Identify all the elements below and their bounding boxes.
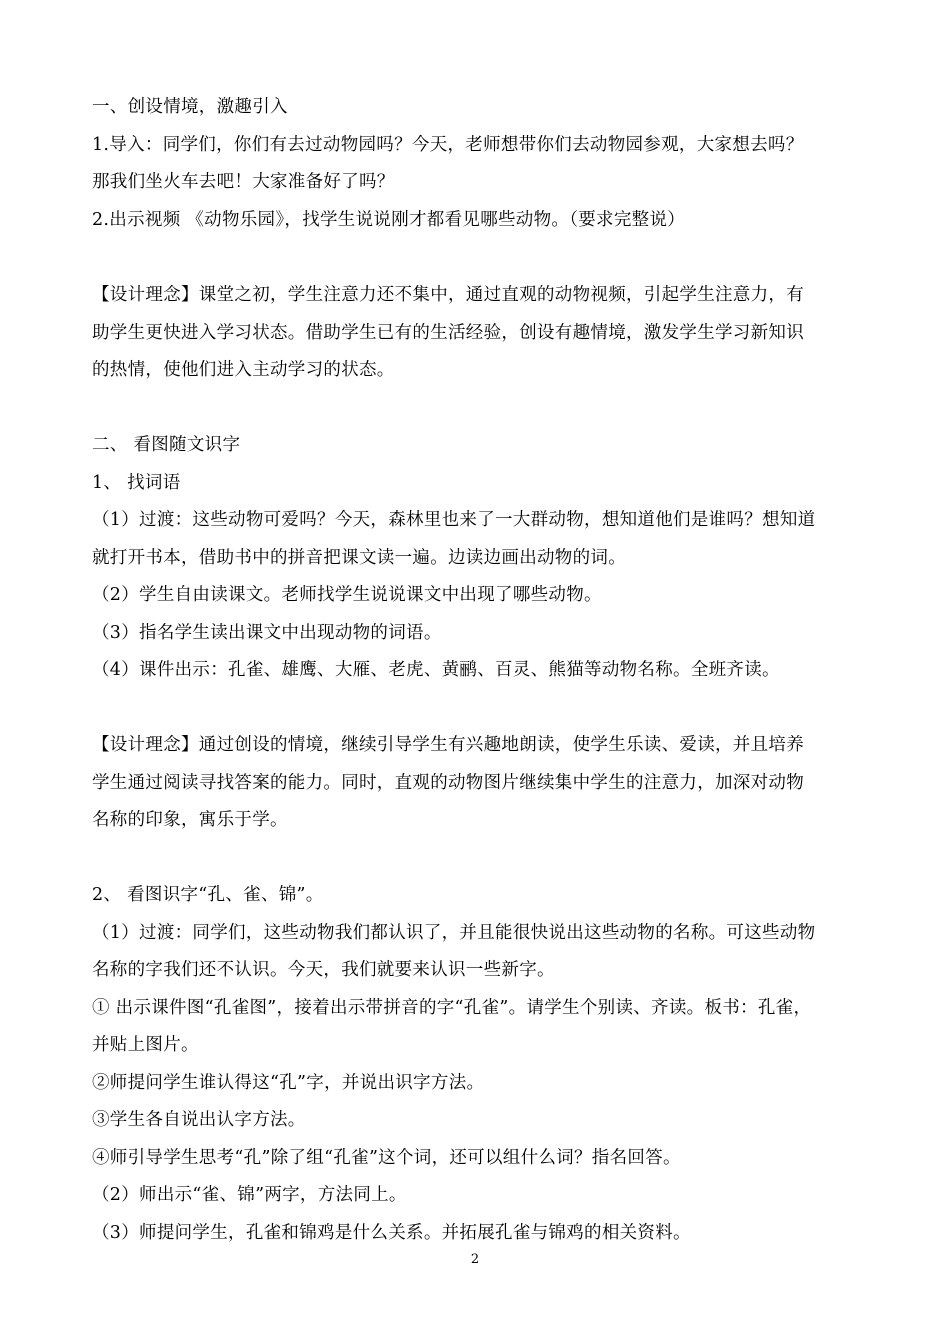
numbered-item: ④师引导学生思考“孔”除了组“孔雀”这个词，还可以组什么词？指名回答。	[92, 1148, 681, 1168]
paragraph-line: （4）课件出示：孔雀、雄鹰、大雁、老虎、黄鹂、百灵、熊猫等动物名称。全班齐读。	[92, 660, 780, 680]
paragraph-line: （3）指名学生读出课文中出现动物的词语。	[92, 623, 442, 643]
subsection-heading: 2、 看图识字“孔、雀、锦”。	[92, 885, 324, 905]
numbered-item: ① 出示课件图“孔雀图”，接着出示带拼音的字“孔雀”。请学生个别读、齐读。板书：孔雀，	[92, 998, 812, 1018]
paragraph-line: （1）过渡：同学们，这些动物我们都认识了，并且能很快说出这些动物的名称。可这些动物	[92, 923, 816, 943]
subsection-heading: 1、 找词语	[92, 473, 181, 493]
numbered-item: 并贴上图片。	[92, 1035, 199, 1055]
paragraph-line: 2.出示视频 《动物乐园》，找学生说说刚才都看见哪些动物。（要求完整说）	[92, 210, 686, 230]
section-heading-1: 一、创设情境，激趣引入	[92, 97, 288, 117]
paragraph-line: 就打开书本，借助书中的拼音把课文读一遍。边读边画出动物的词。	[92, 548, 626, 568]
design-concept-line: 的热情，使他们进入主动学习的状态。	[92, 360, 395, 380]
design-concept-line: 名称的印象，寓乐于学。	[92, 810, 288, 830]
numbered-item: ③学生各自说出认字方法。	[92, 1110, 306, 1130]
paragraph-line: （1）过渡：这些动物可爱吗？今天，森林里也来了一大群动物，想知道他们是谁吗？想知道	[92, 510, 816, 530]
section-heading-2: 二、 看图随文识字	[92, 435, 241, 455]
design-concept-line: 学生通过阅读寻找答案的能力。同时，直观的动物图片继续集中学生的注意力，加深对动物	[92, 773, 804, 793]
paragraph-line: （2）学生自由读课文。老师找学生说说课文中出现了哪些动物。	[92, 585, 602, 605]
paragraph-line: （3）师提问学生，孔雀和锦鸡是什么关系。并拓展孔雀与锦鸡的相关资料。	[92, 1223, 691, 1243]
paragraph-line: 名称的字我们还不认识。今天，我们就要来认识一些新字。	[92, 960, 555, 980]
paragraph-line: （2）师出示“雀、锦”两字，方法同上。	[92, 1185, 407, 1205]
paragraph-line: 那我们坐火车去吧！大家准备好了吗？	[92, 172, 395, 192]
design-concept-line: 助学生更快进入学习状态。借助学生已有的生活经验，创设有趣情境，激发学生学习新知识	[92, 323, 804, 343]
page-number: 2	[470, 1252, 480, 1267]
paragraph-line: 1.导入：同学们，你们有去过动物园吗？今天，老师想带你们去动物园参观，大家想去吗？	[92, 135, 804, 155]
design-concept-line: 【设计理念】通过创设的情境，继续引导学生有兴趣地朗读，使学生乐读、爱读，并且培养	[92, 735, 804, 755]
design-concept-line: 【设计理念】课堂之初，学生注意力还不集中，通过直观的动物视频，引起学生注意力，有	[92, 285, 804, 305]
numbered-item: ②师提问学生谁认得这“孔”字，并说出识字方法。	[92, 1073, 485, 1093]
